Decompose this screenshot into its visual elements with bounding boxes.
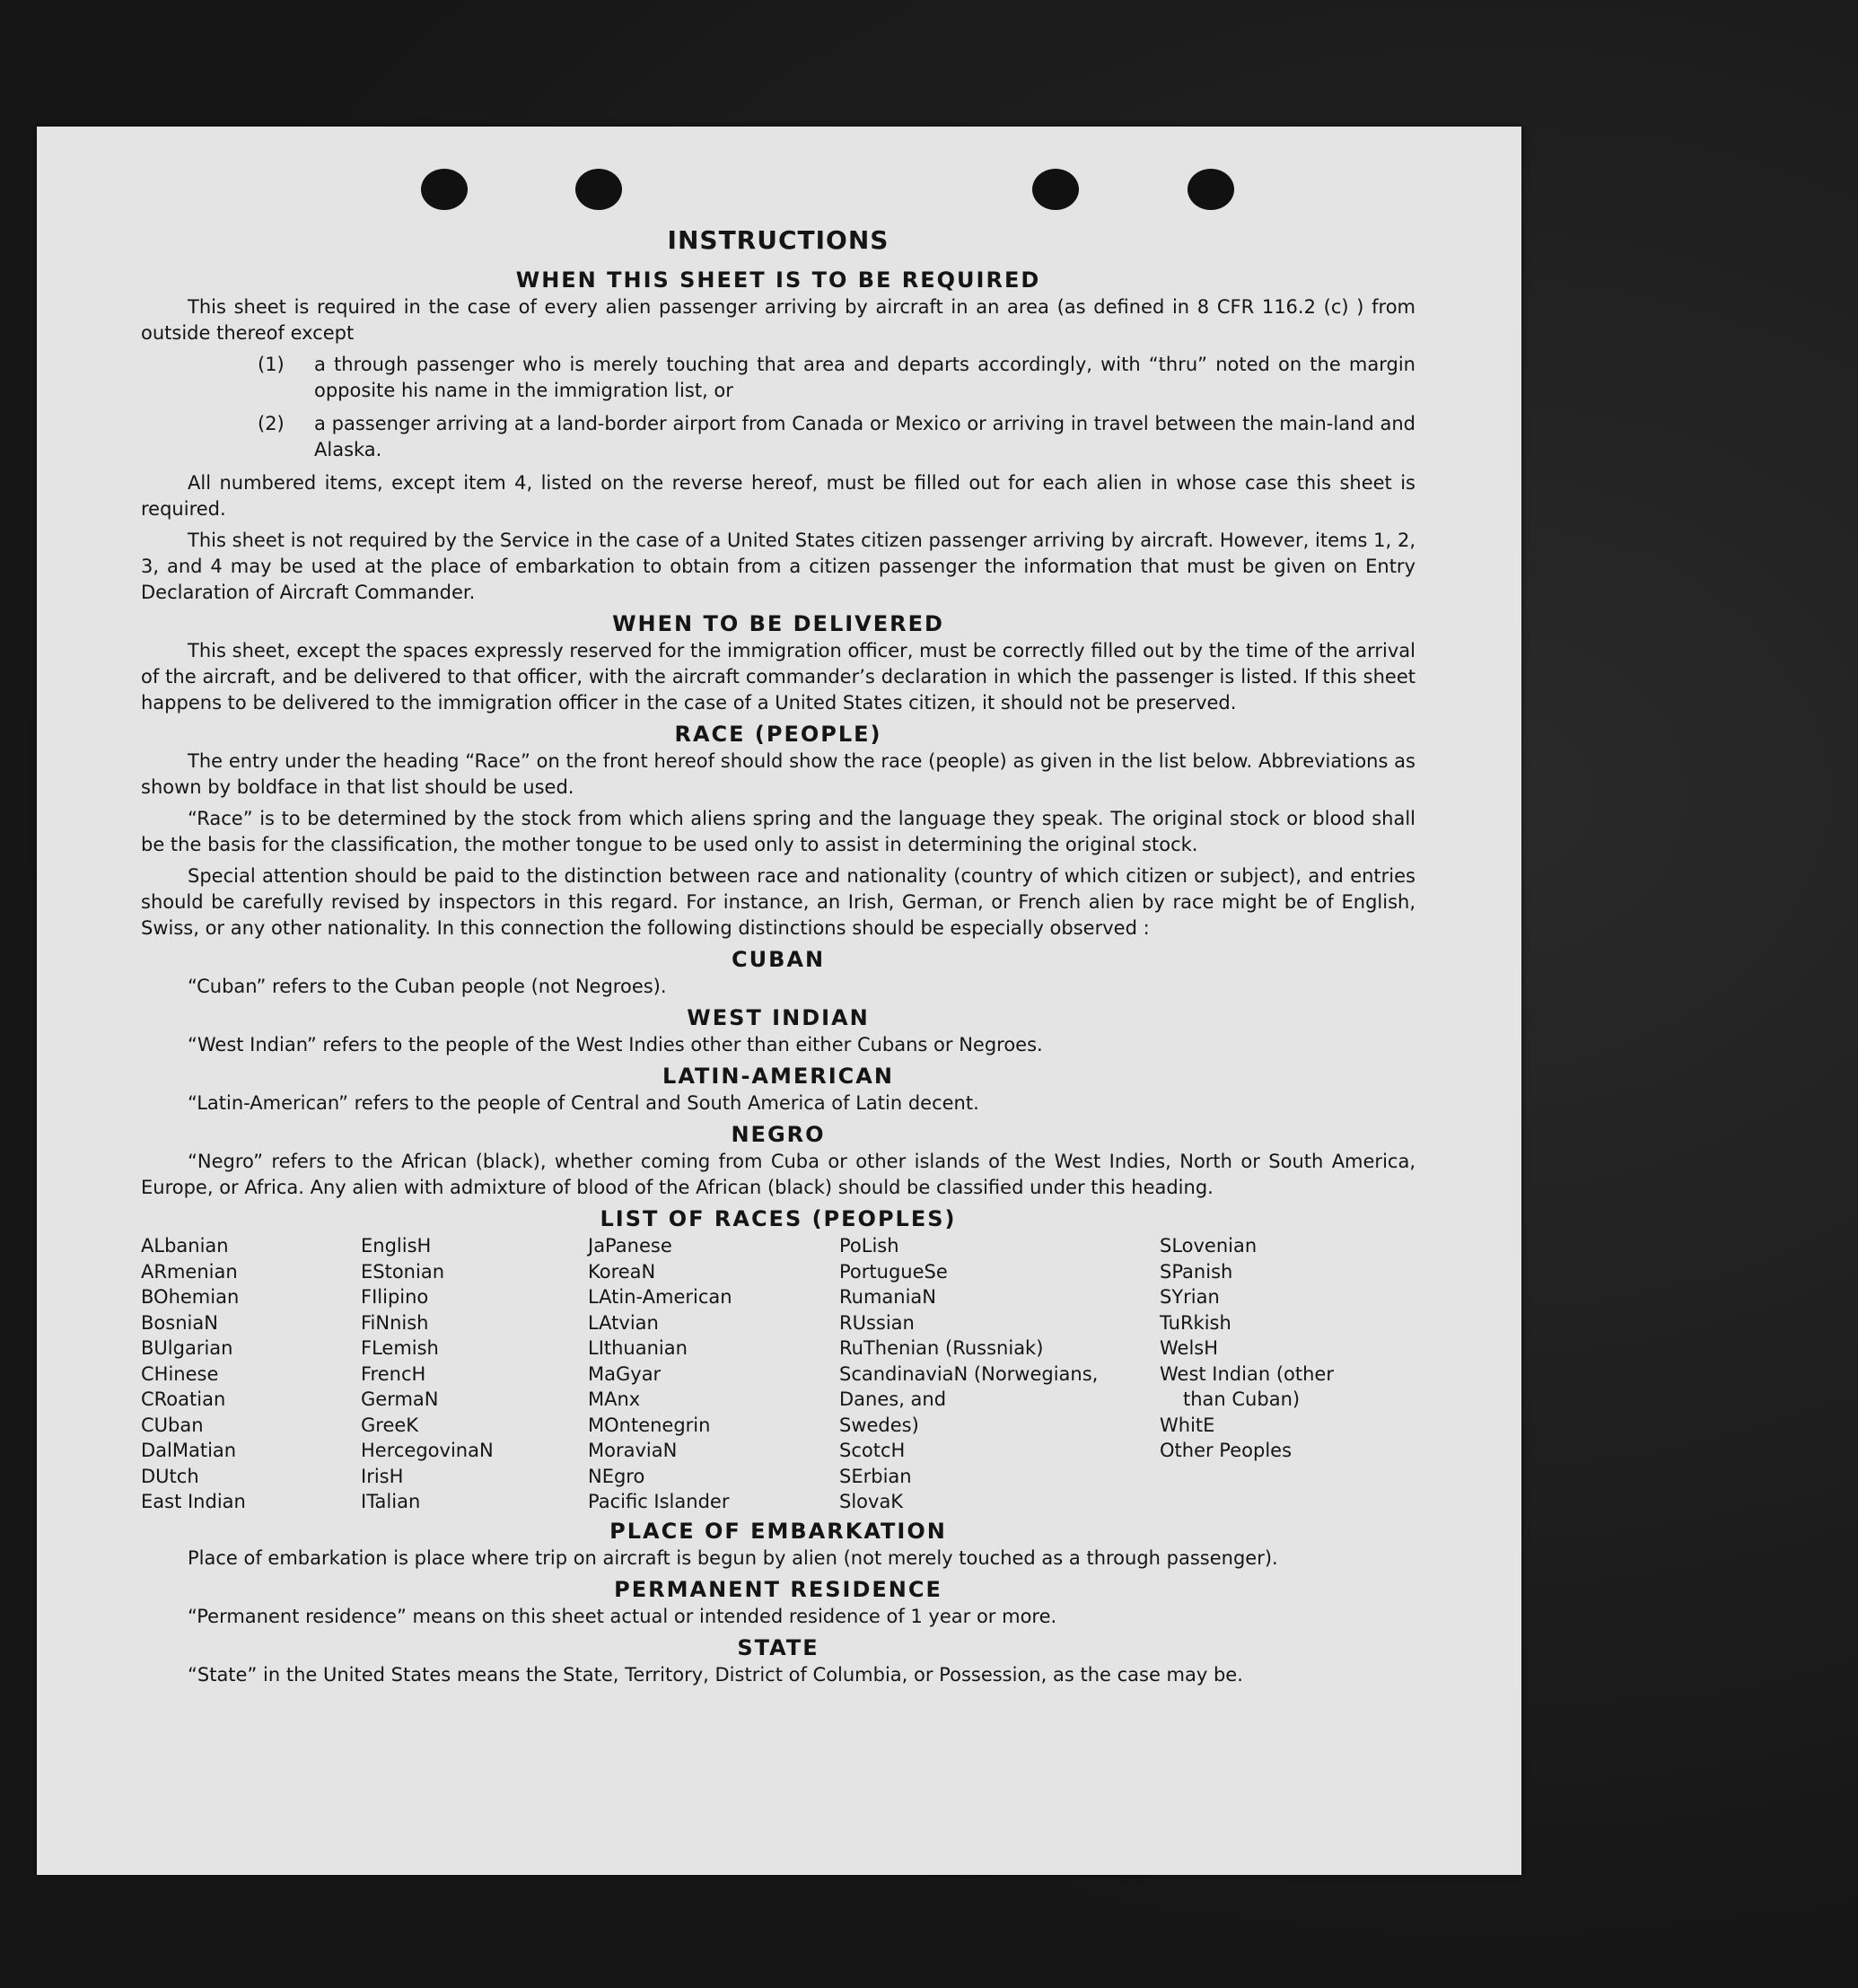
page-title: INSTRUCTIONS xyxy=(667,225,890,255)
item-number: (1) xyxy=(258,354,285,375)
sheet-content xyxy=(141,225,1415,1694)
section-heading: PLACE OF EMBARKATION xyxy=(609,1518,947,1544)
section-heading: WHEN THIS SHEET IS TO BE REQUIRED xyxy=(515,267,1041,293)
section-heading: PERMANENT RESIDENCE xyxy=(614,1576,942,1602)
race-entry: KoreaN xyxy=(588,1260,656,1283)
paragraph: “Negro” refers to the African (black), whether coming from Cuba or other islands of the West Indies, North or South America, Europe, or Africa. Any alien with admixture of blood of the African (black) should be classified under this heading. xyxy=(141,1151,1415,1198)
race-entry: RUssian xyxy=(839,1311,915,1334)
race-entry: LAtvian xyxy=(588,1311,659,1334)
race-entry: GreeK xyxy=(361,1414,419,1436)
section-heading: WEST INDIAN xyxy=(687,1005,870,1030)
section-heading: WHEN TO BE DELIVERED xyxy=(612,611,944,636)
race-entry: Pacific Islander xyxy=(588,1491,730,1512)
paragraph: All numbered items, except item 4, listed on the reverse hereof, must be filled out for each alien in whose case this sheet is required. xyxy=(141,472,1415,520)
race-entry: than Cuban) xyxy=(1183,1388,1301,1410)
punch-hole xyxy=(575,169,622,210)
race-column xyxy=(141,1233,361,1515)
race-entry: SLovenian xyxy=(1160,1235,1258,1257)
race-entry: IrisH xyxy=(361,1465,404,1487)
race-entry: BosniaN xyxy=(141,1311,218,1334)
race-entry: RumaniaN xyxy=(839,1286,937,1308)
race-entry: DUtch xyxy=(141,1465,199,1487)
list-item xyxy=(141,411,1415,463)
race-entry: ITalian xyxy=(361,1491,421,1512)
punch-hole xyxy=(1188,169,1234,210)
race-entry: FrencH xyxy=(361,1362,426,1385)
paragraph: Place of embarkation is place where trip on aircraft is begun by alien (not merely touched as a through passenger). xyxy=(188,1546,1278,1569)
race-entry: SErbian xyxy=(839,1465,912,1487)
paragraph: “Permanent residence” means on this sheet actual or intended residence of 1 year or more. xyxy=(188,1605,1057,1627)
race-entry: CHinese xyxy=(141,1362,219,1385)
race-entry: RuThenian (Russniak) xyxy=(839,1337,1044,1359)
race-entry: FLemish xyxy=(361,1337,439,1359)
race-entry: EnglisH xyxy=(361,1235,432,1257)
race-entry: MAnx xyxy=(588,1388,641,1410)
race-entry: SPanish xyxy=(1160,1260,1233,1283)
race-entry: East Indian xyxy=(141,1491,246,1512)
race-entry: MOntenegrin xyxy=(588,1414,711,1436)
paragraph: This sheet, except the spaces expressly reserved for the immigration officer, must be correctly filled out by the time of the arrival of the aircraft, and be delivered to that officer, with the aircraft commander’s declaration in which the passenger is listed. If this sheet happens to be delivered to the immigration officer in the case of a United States citizen, it should not be preserved. xyxy=(141,640,1415,714)
race-entry: PortugueSe xyxy=(839,1260,948,1283)
race-entry: BUlgarian xyxy=(141,1337,233,1359)
race-entry: SlovaK xyxy=(839,1491,904,1512)
race-column xyxy=(588,1233,839,1515)
race-entry: CRoatian xyxy=(141,1388,226,1410)
race-entry: BOhemian xyxy=(141,1286,240,1308)
race-entry: ScandinaviaN (Norwegians, xyxy=(839,1362,1099,1385)
race-entry: WhitE xyxy=(1160,1414,1215,1436)
race-entry: GermaN xyxy=(361,1388,439,1410)
paragraph: Special attention should be paid to the distinction between race and nationality (country of which citizen or subject), and entries should be carefully revised by inspectors in this regard. For instance, an Irish, German, or French alien by race might be of English, Swiss, or any other nationality. In this connection the following distinctions should be especially observed : xyxy=(141,865,1415,939)
punch-hole xyxy=(1032,169,1079,210)
section-heading: LIST OF RACES (PEOPLES) xyxy=(600,1206,957,1231)
race-entry: ARmenian xyxy=(141,1260,238,1283)
item-text: a through passenger who is merely touching that area and departs accordingly, with “thru” noted on the margin opposite his name in the immigration list, or xyxy=(314,354,1415,401)
paragraph: “West Indian” refers to the people of the West Indies other than either Cubans or Negroes. xyxy=(188,1034,1043,1055)
race-entry: HercegovinaN xyxy=(361,1440,494,1461)
section-heading: STATE xyxy=(737,1634,819,1660)
section-heading: NEGRO xyxy=(731,1122,826,1147)
race-entry: SYrian xyxy=(1160,1286,1220,1308)
race-column xyxy=(839,1233,1160,1515)
paragraph: “State” in the United States means the State, Territory, District of Columbia, or Possession, as the case may be. xyxy=(188,1663,1243,1686)
race-list xyxy=(141,1233,1415,1515)
race-entry: Swedes) xyxy=(839,1414,919,1436)
paragraph: This sheet is required in the case of every alien passenger arriving by aircraft in an area (as defined in 8 CFR 116.2 (c) ) from outside thereof except xyxy=(141,296,1415,344)
race-entry: FiNnish xyxy=(361,1311,429,1334)
race-entry: ALbanian xyxy=(141,1235,229,1257)
race-entry: LAtin-American xyxy=(588,1286,732,1308)
race-entry: ScotcH xyxy=(839,1440,906,1461)
race-entry: LIthuanian xyxy=(588,1337,688,1359)
race-entry: Other Peoples xyxy=(1160,1440,1293,1461)
race-entry: MoraviaN xyxy=(588,1440,678,1461)
race-entry: WelsH xyxy=(1160,1337,1219,1359)
race-entry: TuRkish xyxy=(1160,1311,1231,1334)
paragraph: “Latin-American” refers to the people of Central and South America of Latin decent. xyxy=(188,1092,979,1114)
race-entry: NEgro xyxy=(588,1465,645,1487)
section-heading: RACE (PEOPLE) xyxy=(674,722,882,747)
race-entry: DalMatian xyxy=(141,1440,237,1461)
race-entry: MaGyar xyxy=(588,1362,662,1385)
paragraph: The entry under the heading “Race” on the front hereof should show the race (people) as given in the list below. Abbreviations as shown by boldface in that list should be used. xyxy=(141,750,1415,798)
race-entry: CUban xyxy=(141,1414,204,1436)
race-entry: West Indian (other xyxy=(1160,1362,1334,1385)
paragraph: This sheet is not required by the Service in the case of a United States citizen passenger arriving by aircraft. However, items 1, 2, 3, and 4 may be used at the place of embarkation to obtain from a citizen passenger the information that must be given on Entry Declaration of Aircraft Commander. xyxy=(141,530,1415,603)
list-item xyxy=(141,352,1415,404)
race-entry: FIlipino xyxy=(361,1286,429,1308)
item-text: a passenger arriving at a land-border airport from Canada or Mexico or arriving in travel between the main-land and Alaska. xyxy=(314,413,1415,460)
paragraph: “Cuban” refers to the Cuban people (not Negroes). xyxy=(188,976,667,997)
race-column xyxy=(361,1233,588,1515)
instruction-sheet xyxy=(37,127,1521,1875)
race-entry: EStonian xyxy=(361,1260,445,1283)
race-column xyxy=(1160,1233,1411,1515)
item-number: (2) xyxy=(258,413,285,434)
race-entry: JaPanese xyxy=(588,1235,672,1257)
race-entry: PoLish xyxy=(839,1235,899,1257)
section-heading: CUBAN xyxy=(731,947,826,972)
punch-hole xyxy=(421,169,468,210)
section-heading: LATIN-AMERICAN xyxy=(662,1064,894,1089)
paragraph: “Race” is to be determined by the stock from which aliens spring and the language they speak. The original stock or blood shall be the basis for the classification, the mother tongue to be used only to assist in determining the original stock. xyxy=(141,808,1415,855)
race-entry: Danes, and xyxy=(839,1388,947,1410)
